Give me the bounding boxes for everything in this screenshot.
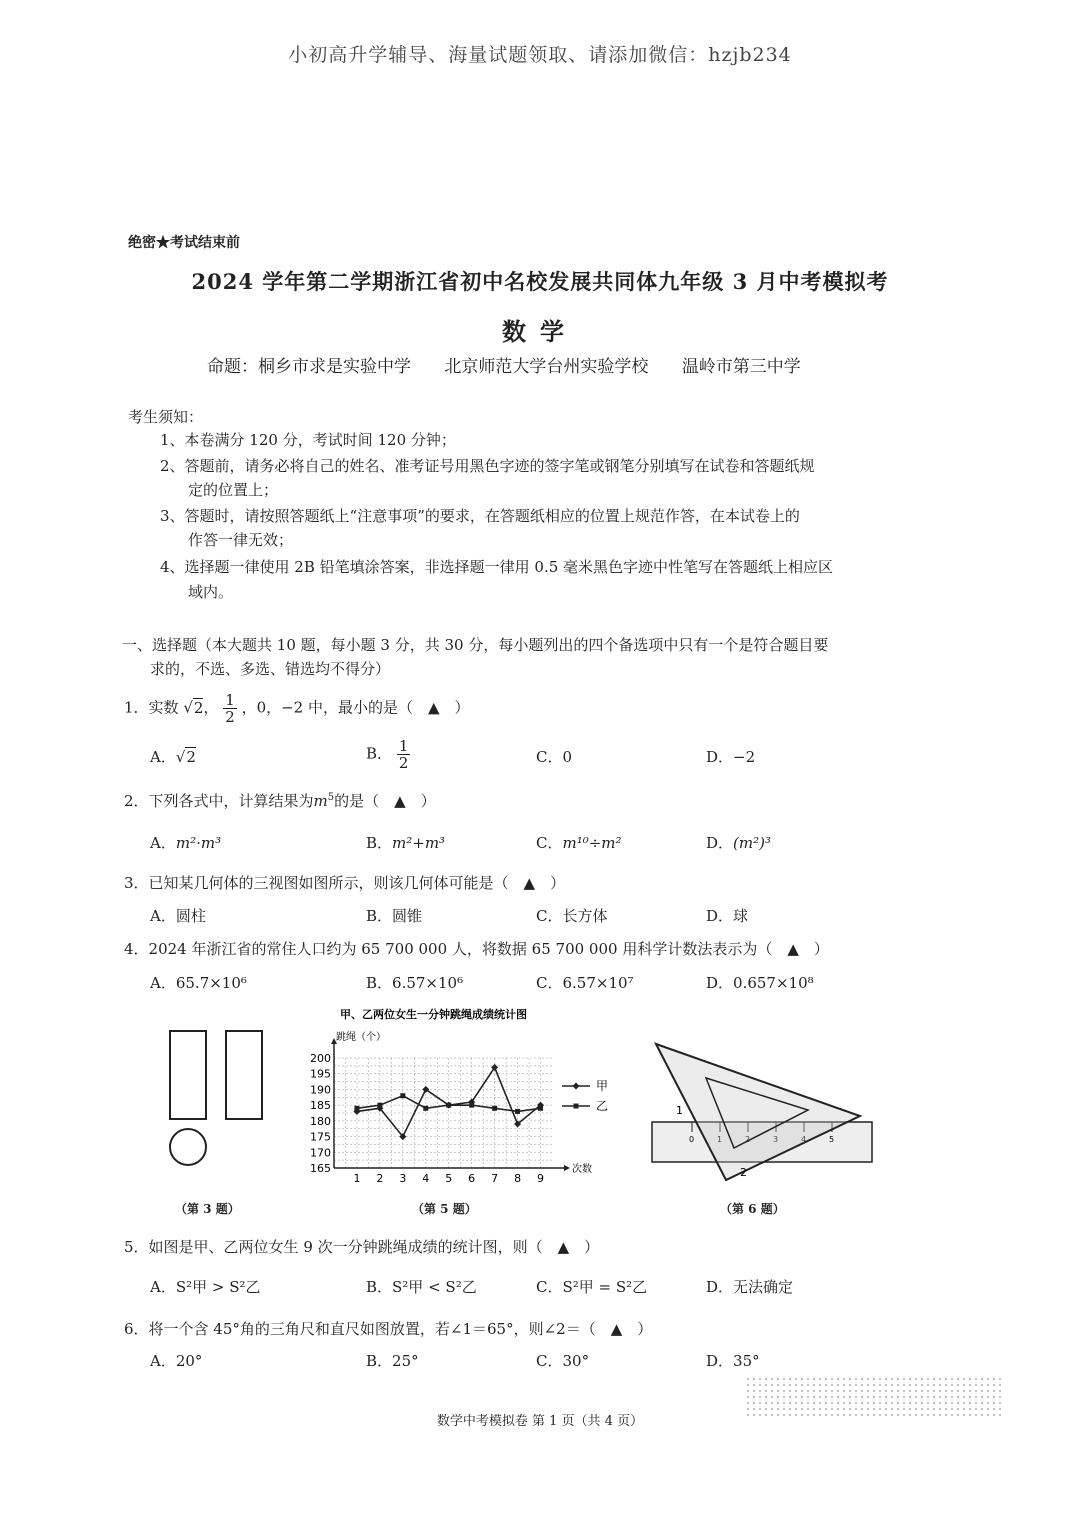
data-point [515, 1109, 520, 1114]
question-1: 1．实数 √2， $\frac{1}{2}$ ，0，−2 中，最小的是（ ▲ ） [124, 691, 470, 726]
x-tick-label: 6 [468, 1172, 476, 1185]
x-tick-label: 8 [514, 1172, 522, 1185]
top-view-circle [170, 1129, 206, 1165]
figure-3-caption: （第 3 题） [175, 1202, 240, 1216]
q4-option-a: A．65.7×10⁶ [150, 974, 247, 992]
watermark-text: 小初高升学辅导、海量试题领取、请添加微信：hzjb234 [288, 44, 792, 66]
q5-option-d: D．无法确定 [706, 1278, 794, 1296]
legend-label-2: 乙 [596, 1099, 609, 1113]
side-view-rect [226, 1031, 262, 1119]
y-tick-label: 175 [310, 1130, 331, 1144]
q2-option-c: C．m¹⁰÷m² [536, 834, 622, 852]
question-5: 5．如图是甲、乙两位女生 9 次一分钟跳绳成绩的统计图，则（ ▲ ） [124, 1238, 600, 1256]
figure-3-three-views [160, 1025, 280, 1175]
q4-option-d: D．0.657×10⁸ [706, 974, 814, 992]
confidential-label: 绝密★考试结束前 [128, 235, 240, 251]
q3-option-b: B．圆锥 [366, 907, 423, 925]
figure-5-caption: （第 5 题） [412, 1202, 477, 1216]
data-point [423, 1106, 428, 1111]
chart-x-axis-label: 次数 [572, 1164, 592, 1175]
y-tick-label: 195 [310, 1067, 331, 1081]
q6-option-b: B．25° [366, 1352, 419, 1370]
q1-option-c: C．0 [536, 748, 573, 766]
y-tick-label: 185 [310, 1099, 331, 1113]
data-point [446, 1103, 451, 1108]
notice-item-3-cont: 作答一律无效； [188, 531, 294, 549]
q1-option-b: B． $\frac{1}{2}$ [366, 737, 409, 772]
notice-item-2-cont: 定的位置上； [188, 481, 279, 499]
question-2: 2．下列各式中，计算结果为$m^5$的是（ ▲ ） [124, 792, 436, 810]
q6-option-d: D．35° [706, 1352, 760, 1370]
q2-option-d: D．(m²)³ [706, 834, 771, 852]
figure-6-triangle-and-ruler [648, 1040, 878, 1190]
angle-1-label: 1 [676, 1104, 683, 1117]
chart-y-axis-label: 跳绳（个） [336, 1032, 386, 1043]
q5-option-c: C．S²甲 = S²乙 [536, 1278, 648, 1296]
q4-option-b: B．6.57×10⁶ [366, 974, 464, 992]
notice-item-1: 1、本卷满分 120 分，考试时间 120 分钟； [160, 431, 456, 449]
exam-authors [207, 352, 829, 377]
q3-option-d: D．球 [706, 907, 749, 925]
q4-option-c: C．6.57×10⁷ [536, 974, 634, 992]
front-view-rect [170, 1031, 206, 1119]
x-tick-label: 1 [353, 1172, 361, 1185]
q2-option-a: A．m²·m³ [150, 834, 222, 852]
x-tick-label: 2 [376, 1172, 384, 1185]
q1-option-d: D．−2 [706, 748, 756, 766]
author-school-2: 北京师范大学台州实验学校 [444, 357, 649, 377]
subject-title: 数学 [502, 317, 578, 346]
question-6: 6．将一个含 45°角的三角尺和直尺如图放置，若∠1＝65°，则∠2＝（ ▲ ） [124, 1320, 653, 1338]
page-footer: 数学中考模拟卷 第 1 页（共 4 页） [436, 1414, 644, 1429]
q1-option-a: A．√2 [150, 748, 196, 766]
x-tick-label: 4 [422, 1172, 430, 1185]
q5-option-b: B．S²甲 < S²乙 [366, 1278, 477, 1296]
data-point [469, 1103, 474, 1108]
x-tick-label: 9 [537, 1172, 545, 1185]
x-tick-label: 5 [445, 1172, 453, 1185]
legend-label-1: 甲 [596, 1079, 609, 1093]
data-point [538, 1106, 543, 1111]
x-axis-arrow [564, 1165, 570, 1171]
figure-6-caption: （第 6 题） [720, 1202, 785, 1216]
notice-item-4-cont: 域内。 [188, 583, 234, 601]
q2-option-b: B．m²+m³ [366, 834, 446, 852]
exam-title: 2024 学年第二学期浙江省初中名校发展共同体九年级 3 月中考模拟考 [191, 269, 889, 294]
y-tick-label: 190 [310, 1083, 331, 1097]
y-tick-label: 180 [310, 1114, 331, 1128]
x-tick-label: 7 [491, 1172, 499, 1185]
q3-option-c: C．长方体 [536, 907, 608, 925]
data-point [377, 1103, 382, 1108]
section-title: 一、选择题（本大题共 10 题，每小题 3 分，共 30 分，每小题列出的四个备选项中只有一个是符合题目要 [122, 636, 829, 654]
q6-option-a: A．20° [150, 1352, 203, 1370]
angle-2-label: 2 [740, 1166, 747, 1179]
y-tick-label: 200 [310, 1052, 331, 1065]
x-tick-label: 3 [399, 1172, 407, 1185]
data-point [400, 1093, 405, 1098]
data-point [492, 1106, 497, 1111]
ruler-tick-0: 0 [689, 1135, 695, 1144]
notice-item-3: 3、答题时，请按照答题纸上“注意事项”的要求，在答题纸相应的位置上规范作答，在本试卷上的 [160, 507, 800, 525]
q6-option-c: C．30° [536, 1352, 590, 1370]
data-point [354, 1106, 359, 1111]
question-3: 3．已知某几何体的三视图如图所示，则该几何体可能是（ ▲ ） [124, 874, 566, 892]
legend-marker [573, 1083, 580, 1090]
section-title-cont: 求的，不选、多选、错选均不得分） [150, 660, 391, 678]
q5-option-a: A．S²甲 > S²乙 [150, 1278, 261, 1296]
legend-marker [574, 1104, 579, 1109]
ruler-tick-5: 5 [829, 1135, 835, 1144]
y-tick-label: 170 [310, 1146, 331, 1160]
notice-item-2: 2、答题前，请务必将自己的姓名、准考证号用黑色字迹的签字笔或钢笔分别填写在试卷和答题纸规 [160, 457, 815, 475]
notice-item-4: 4、选择题一律使用 2B 铅笔填涂答案，非选择题一律用 0.5 毫米黑色字迹中性笔写在答题纸上相应区 [160, 558, 834, 576]
author-school-3: 温岭市第三中学 [681, 357, 801, 377]
author-school-1: 命题：桐乡市求是实验中学 [207, 357, 411, 377]
notice-heading: 考生须知： [128, 408, 204, 426]
y-tick-label: 165 [310, 1162, 331, 1175]
figure-5-line-chart [300, 1006, 630, 1194]
chart-title: 甲、乙两位女生一分钟跳绳成绩统计图 [340, 1008, 527, 1021]
question-4: 4．2024 年浙江省的常住人口约为 65 700 000 人，将数据 65 700 000 用科学计数法表示为（ ▲ ） [124, 940, 829, 958]
q3-option-a: A．圆柱 [150, 907, 206, 925]
